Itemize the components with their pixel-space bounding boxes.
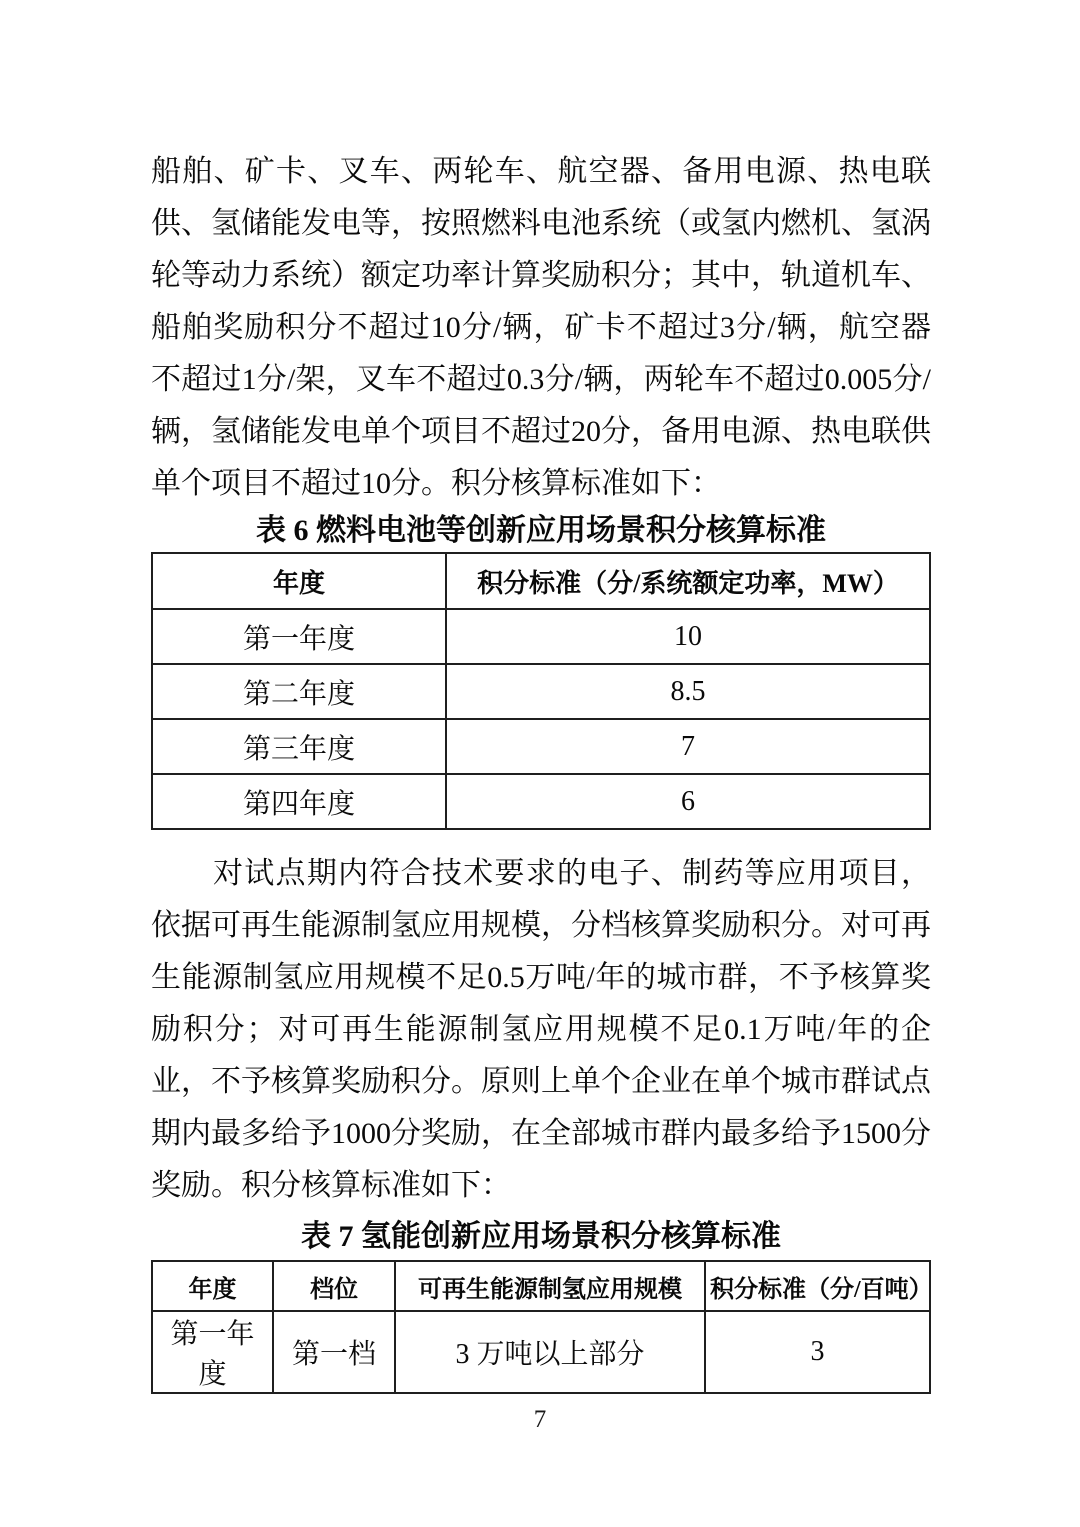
table6-score-cell: 8.5 [446,664,930,719]
table-row [152,664,930,719]
table7-title: 表 7 氢能创新应用场景积分核算标准 [301,1220,781,1253]
paragraph-fuel-cell-reward-rules: 船舶、矿卡、叉车、两轮车、航空器、备用电源、热电联供、氢储能发电等，按照燃料电池系统（或氢内燃机、氢涡轮等动力系统）额定功率计算奖励积分；其中，轨道机车、船舶奖励积分不超过10分/辆，矿卡不超过3分/辆，航空器不超过1分/架，叉车不超过0.3分/辆，两轮车不超过0.005分/辆，氢储能发电单个项目不超过20分，备用电源、热电联供单个项目不超过10分。积分核算标准如下： [151,155,931,500]
table-row [152,1311,930,1393]
table7-year-cell: 第一年度 [152,1311,273,1393]
page-number: 7 [533,1406,547,1433]
table6-score-cell: 10 [446,609,930,664]
table7-hydrogen-score-standards [151,1260,931,1394]
table6-header-row [152,553,930,609]
table6-score-cell: 7 [446,719,930,774]
table6-year-cell: 第二年度 [152,664,446,719]
table7-header-tier: 档位 [273,1261,395,1311]
table6-header-score-standard: 积分标准（分/系统额定功率，MW） [446,553,930,609]
table6-score-cell: 6 [446,774,930,829]
table7-header-score-standard: 积分标准（分/百吨） [705,1261,930,1311]
table7-header-year: 年度 [152,1261,273,1311]
table6-year-cell: 第三年度 [152,719,446,774]
table-row [152,609,930,664]
table7-header-row [152,1261,930,1311]
table6-year-cell: 第四年度 [152,774,446,829]
paragraph-hydrogen-application-rules: 对试点期内符合技术要求的电子、制药等应用项目，依据可再生能源制氢应用规模，分档核算奖励积分。对可再生能源制氢应用规模不足0.5万吨/年的城市群，不予核算奖励积分；对可再生能源制氢应用规模不足0.1万吨/年的企业，不予核算奖励积分。原则上单个企业在单个城市群试点期内最多给予1000分奖励，在全部城市群内最多给予1500分奖励。积分核算标准如下： [151,857,931,1202]
table-row [152,719,930,774]
table7-header-scale: 可再生能源制氢应用规模 [395,1261,705,1311]
table7-tier-cell: 第一档 [273,1311,395,1393]
table-row [152,774,930,829]
page-content [151,146,931,1394]
table7-scale-cell: 3 万吨以上部分 [395,1311,705,1393]
table6-year-cell: 第一年度 [152,609,446,664]
table6-fuel-cell-score-standards [151,552,931,830]
table6-title: 表 6 燃料电池等创新应用场景积分核算标准 [256,514,826,547]
table7-score-cell: 3 [705,1311,930,1393]
table6-header-year: 年度 [152,553,446,609]
